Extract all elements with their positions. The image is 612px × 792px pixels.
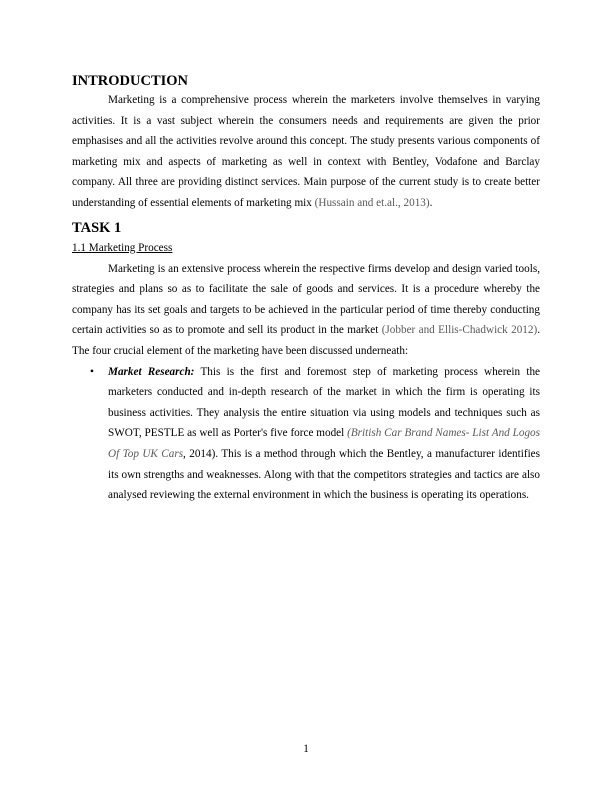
task1-citation: (Jobber and Ellis-Chadwick 2012) — [381, 324, 538, 337]
introduction-text: Marketing is a comprehensive process wherein the marketers involve themselves in varying activities. It is a vast subject wherein the consumers needs and requirements are given the prior emphasises and all the activities revolve around this concept. The study presents various components of marketing mix and aspects of marketing as well in context with Bentley, Vodafone and Barclay company. All three are providing distinct services. Main purpose of the current study is to create better understanding of essential elements of marketing mix — [72, 94, 540, 209]
bullet-icon: • — [90, 365, 94, 378]
bullet-list — [72, 362, 540, 506]
document-page — [72, 72, 540, 506]
bullet-text-after: . This is a method through which the Bentley, a manufacturer identifies its own strengths and weaknesses. Along with that the competitors strategies and tactics are also analysed reviewing the external environment in which the business is operating its operations. — [108, 447, 541, 502]
list-item — [72, 362, 540, 506]
bullet-citation: (British Car Brand Names- List And Logos Of Top UK Cars — [108, 427, 540, 460]
bullet-title: Market Research: — [108, 365, 195, 378]
page-number: 1 — [303, 743, 309, 755]
introduction-ending: . — [429, 196, 433, 209]
task1-subheading: 1.1 Marketing Process — [72, 241, 173, 254]
task1-text: Marketing is an extensive process wherein the respective firms develop and design varied tools, strategies and plans so as to facilitate the sale of goods and services. It is a procedure whereby the company has its set goals and targets to be achieved in the particular period of time thereby conducting certain activities so as to promote and sell its product in the market — [72, 262, 540, 337]
bullet-text-before: This is the first and foremost step of marketing process wherein the marketers conducted and in-depth research of the market in which the firm is operating its business activities. They analysis the entire situation via using models and techniques such as SWOT, PESTLE as well as Porter's five force model — [108, 365, 540, 440]
bullet-citation-year: , 2014) — [183, 447, 216, 460]
introduction-citation: (Hussain and et.al., 2013) — [314, 196, 430, 209]
task1-heading: TASK 1 — [72, 219, 122, 236]
introduction-paragraph — [72, 90, 540, 214]
introduction-heading: INTRODUCTION — [72, 73, 189, 89]
task1-paragraph — [72, 259, 540, 362]
task1-paragraph-end: . The four crucial element of the marketing have been discussed underneath: — [72, 324, 541, 357]
